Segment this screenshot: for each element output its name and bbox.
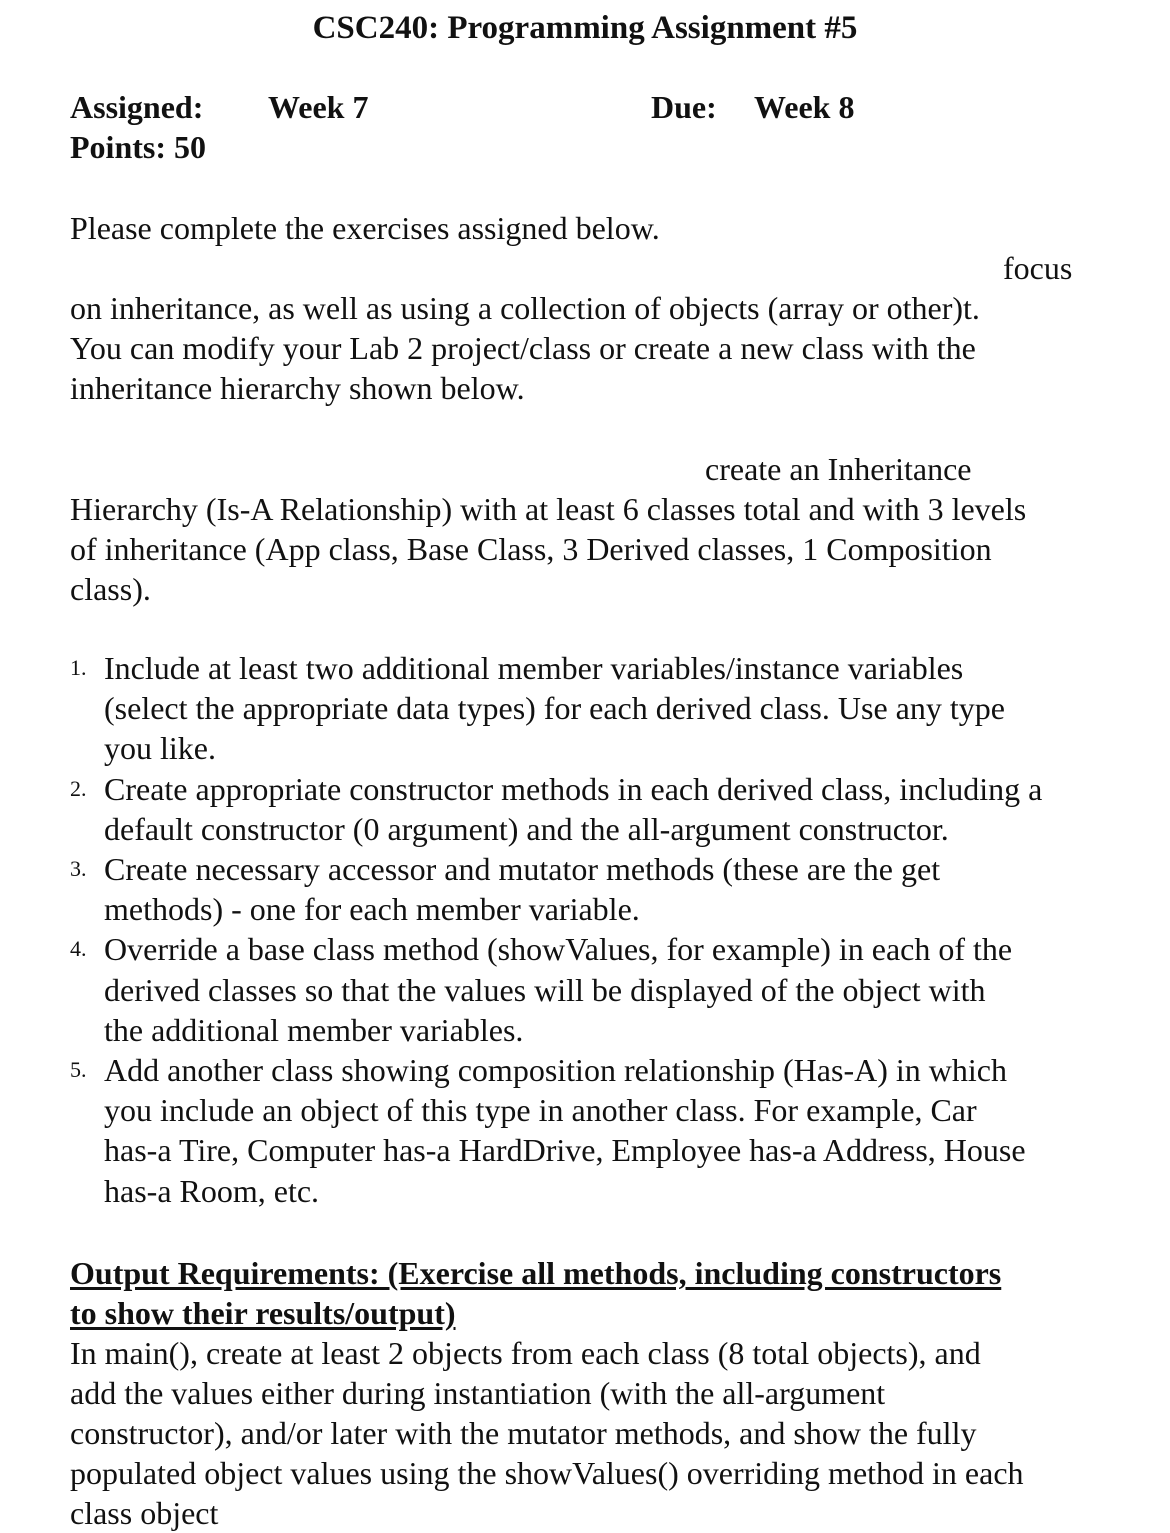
paragraph2-fragment: create an Inheritance: [705, 451, 972, 487]
list-line: default constructor (0 argument) and the all-argument constructor.: [104, 810, 949, 847]
due-label: Due:: [651, 89, 717, 125]
paragraph2-line: of inheritance (App class, Base Class, 3 Derived classes, 1 Composition: [70, 531, 992, 567]
list-line: the additional member variables.: [104, 1011, 524, 1048]
paragraph1-line: inheritance hierarchy shown below.: [70, 370, 525, 406]
due-value: Week 8: [754, 89, 855, 125]
assigned-label: Assigned:: [70, 89, 204, 125]
list-number: 2.: [70, 775, 87, 801]
list-number: 1.: [70, 655, 87, 680]
list-line: Override a base class method (showValues, for example) in each of the: [104, 931, 1013, 968]
requirements-list: [70, 648, 1130, 1211]
list-line: you like.: [104, 730, 216, 767]
list-item: [70, 1050, 1130, 1211]
list-line: Create appropriate constructor methods in each derived class, including a: [104, 770, 1043, 807]
output-line: populated object values using the showValues() overriding method in each: [70, 1455, 1024, 1491]
intro-text: Please complete the exercises assigned below.: [70, 210, 660, 246]
paragraph1-line: You can modify your Lab 2 project/class or create a new class with the: [70, 330, 976, 366]
output-line: In main(), create at least 2 objects from each class (8 total objects), and: [70, 1335, 981, 1371]
list-line: Create necessary accessor and mutator methods (these are the get: [104, 851, 941, 888]
assigned-value: Week 7: [268, 89, 369, 125]
list-line: Add another class showing composition relationship (Has-A) in which: [104, 1052, 1007, 1089]
list-line: has-a Room, etc.: [104, 1172, 320, 1209]
paragraph2-line: class).: [70, 571, 151, 607]
output-line: add the values either during instantiation (with the all-argument: [70, 1375, 886, 1411]
list-line: methods) - one for each member variable.: [104, 891, 640, 928]
list-line: Include at least two additional member variables/instance variables: [104, 650, 964, 686]
paragraph1-line: on inheritance, as well as using a collection of objects (array or other)t.: [70, 290, 980, 326]
output-requirements-heading: to show their results/output): [70, 1295, 456, 1331]
list-number: 5.: [70, 1057, 87, 1083]
list-line: derived classes so that the values will be displayed of the object with: [104, 971, 986, 1008]
list-item: [70, 849, 1130, 929]
paragraph1-fragment: focus: [1003, 250, 1073, 286]
paragraph2-line: Hierarchy (Is-A Relationship) with at least 6 classes total and with 3 levels: [70, 491, 1027, 527]
points-line: Points: 50: [70, 129, 206, 165]
list-number: 3.: [70, 856, 87, 882]
list-line: has-a Tire, Computer has-a HardDrive, Employee has-a Address, House: [104, 1132, 1026, 1169]
list-line: (select the appropriate data types) for each derived class. Use any type: [104, 690, 1005, 727]
output-line: constructor), and/or later with the mutator methods, and show the fully: [70, 1415, 977, 1451]
list-item: [70, 769, 1130, 849]
list-item: [70, 648, 1130, 769]
list-line: you include an object of this type in another class. For example, Car: [104, 1092, 977, 1129]
page-title: CSC240: Programming Assignment #5: [312, 10, 858, 46]
list-number: 4.: [70, 936, 87, 962]
output-line: class object: [70, 1495, 219, 1531]
output-requirements-heading: Output Requirements: (Exercise all methods, including constructors: [70, 1255, 1002, 1291]
list-item: [70, 929, 1130, 1050]
